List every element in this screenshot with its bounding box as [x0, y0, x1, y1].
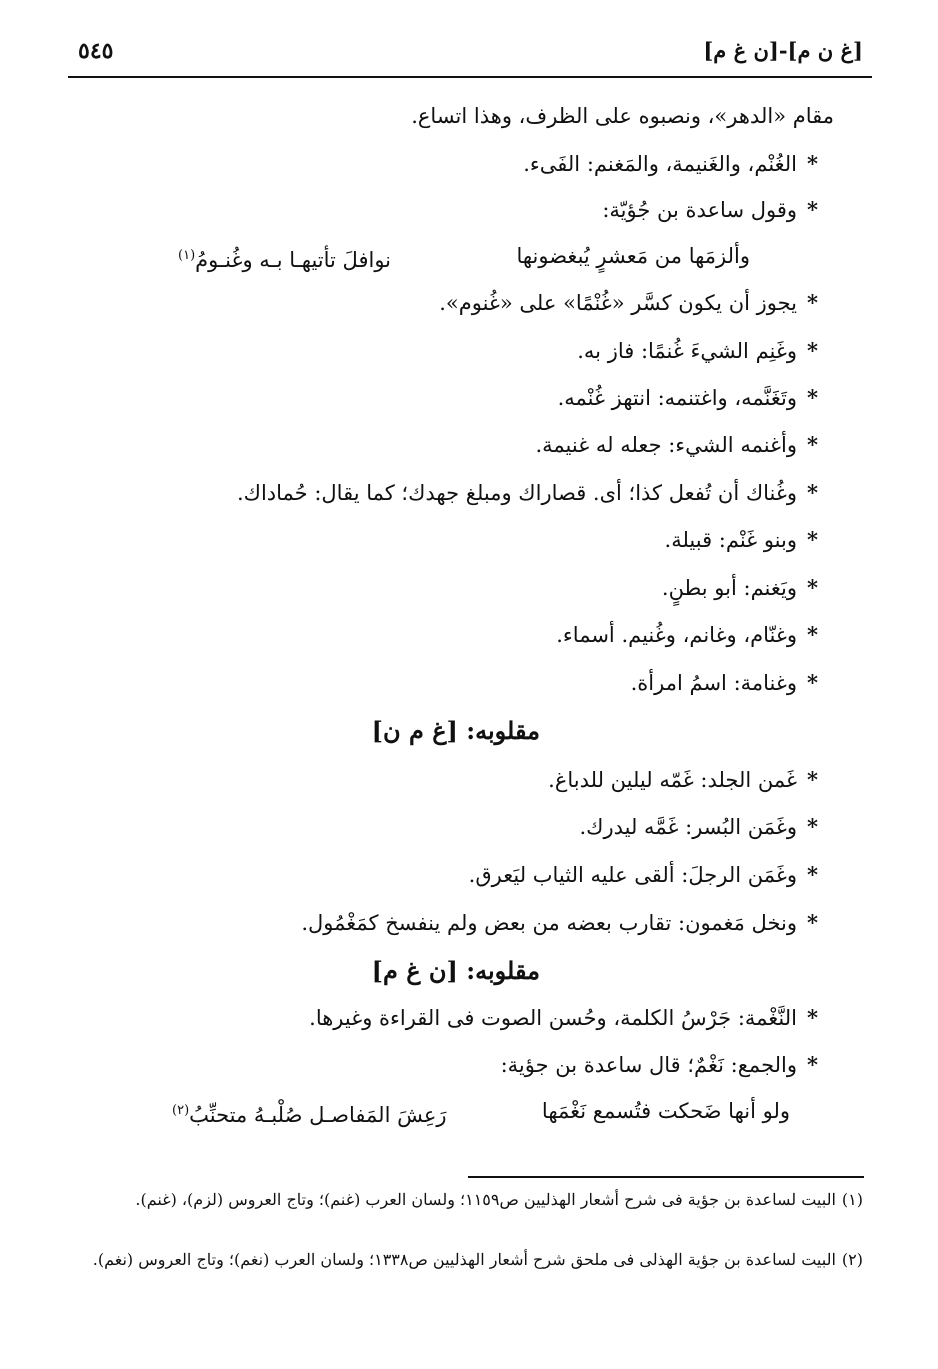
entry-line — [665, 524, 818, 556]
entry-text: وقول ساعدة بن جُؤيّة: — [602, 198, 798, 222]
entry-line — [535, 429, 818, 461]
entry-star: * — [807, 575, 818, 600]
entry-text: النَّغْمة: جَرْسُ الكلمة، وحُسن الصوت فى القراءة وغيرها. — [309, 1006, 798, 1030]
verse-text: نوافلَ تأتيهـا بـه وغُنـومُ — [195, 248, 392, 272]
entry-text: وغنّام، وغانم، وغُنيم. أسماء. — [556, 623, 798, 647]
footnote-ref: (٢) — [172, 1103, 190, 1118]
entry-line — [523, 148, 818, 180]
entry-line — [556, 619, 818, 651]
entry-star: * — [807, 527, 818, 552]
section-heading: مقلوبه: [ن غ م] — [371, 956, 540, 985]
entry-line — [548, 764, 818, 796]
entry-text: يجوز أن يكون كسَّر «غُنْمًا» على «غُنوم». — [439, 291, 798, 315]
entry-line — [558, 382, 818, 414]
entry-text: مقام «الدهر»، ونصبوه على الظرف، وهذا اتساع. — [411, 104, 834, 128]
entry-star: * — [807, 1005, 818, 1030]
entry-text: غَمن الجلد: غَمّه ليلين للدباغ. — [548, 768, 798, 792]
running-header-range: [غ ن م]-[ن غ م] — [703, 38, 863, 63]
entry-star: * — [807, 151, 818, 176]
footnote-number: (٢) — [841, 1250, 863, 1269]
entry-line — [309, 1002, 818, 1034]
entry-line — [469, 859, 818, 891]
verse-1-second-hemistich — [178, 240, 391, 276]
entry-line — [602, 194, 818, 226]
text-line — [411, 100, 834, 132]
entry-text: وأغنمه الشيء: جعله له غنيمة. — [535, 433, 798, 457]
entry-star: * — [807, 670, 818, 695]
entry-text: وبنو غَنْم: قبيلة. — [664, 528, 798, 552]
verse-1-first-hemistich: وألزمَها من مَعشرٍ يُبغضونها — [516, 244, 750, 268]
entry-text: وغَمَن البُسر: غَمَّه ليدرك. — [579, 815, 798, 839]
entry-line — [439, 287, 818, 319]
entry-line — [577, 335, 818, 367]
entry-line — [631, 667, 818, 699]
entry-text: ويَغنم: أبو بطنٍ. — [661, 576, 798, 600]
entry-line — [580, 811, 819, 843]
entry-line — [501, 1049, 818, 1081]
entry-star: * — [807, 338, 818, 363]
entry-star: * — [807, 385, 818, 410]
entry-text: الغُنْم، والغَنيمة، والمَغنم: الفَىء. — [523, 152, 798, 176]
entry-star: * — [807, 290, 818, 315]
entry-star: * — [807, 197, 818, 222]
entry-star: * — [807, 622, 818, 647]
entry-line — [662, 572, 818, 604]
footnote — [73, 1186, 863, 1213]
entry-star: * — [807, 1052, 818, 1077]
entry-line — [301, 907, 818, 939]
entry-star: * — [807, 432, 818, 457]
entry-line — [237, 477, 818, 509]
entry-star: * — [807, 862, 818, 887]
section-heading: مقلوبه: [غ م ن] — [371, 716, 540, 745]
footnote-rule — [468, 1176, 864, 1178]
header-rule — [68, 76, 872, 78]
entry-text: وغَنِم الشيءَ غُنمًا: فاز به. — [577, 339, 798, 363]
entry-star: * — [807, 480, 818, 505]
entry-text: وغُناك أن تُفعل كذا؛ أى. قصاراك ومبلغ جهدك؛ كما يقال: حُماداك. — [236, 481, 798, 505]
verse-2-first-hemistich: ولو أنها ضَحكت فتُسمع نَغْمَها — [541, 1099, 790, 1123]
entry-text: ونخل مَغمون: تقارب بعضه من بعض ولم ينفسخ كمَغْمُول. — [301, 911, 798, 935]
verse-text: رَعِشَ المَفاصـل صُلْبـهُ متحنِّبُ — [189, 1103, 447, 1127]
entry-star: * — [807, 767, 818, 792]
entry-text: والجمع: نَغْمٌ؛ قال ساعدة بن جؤية: — [500, 1053, 798, 1077]
entry-text: وتَغَنَّمه، واغتنمه: انتهز غُنْمه. — [557, 386, 798, 410]
footnote-number: (١) — [841, 1190, 863, 1209]
footnote-text: البيت لساعدة بن جؤية الهذلى فى ملحق شرح أشعار الهذليين ص١٣٣٨؛ ولسان العرب (نغم)؛ وتاج العروس (نغم). — [92, 1250, 836, 1269]
entry-star: * — [807, 814, 818, 839]
footnote — [73, 1246, 863, 1273]
footnote-text: البيت لساعدة بن جؤية فى شرح أشعار الهذليين ص١١٥٩؛ ولسان العرب (غنم)؛ وتاج العروس (لزم)، (غنم). — [135, 1190, 836, 1209]
verse-2-second-hemistich — [172, 1095, 447, 1131]
entry-text: وغَمَن الرجلَ: ألقى عليه الثياب ليَعرق. — [468, 863, 798, 887]
entry-text: وغنامة: اسمُ امرأة. — [630, 671, 798, 695]
footnote-ref: (١) — [178, 248, 196, 263]
entry-star: * — [807, 910, 818, 935]
page-number: ٥٤٥ — [78, 38, 114, 64]
